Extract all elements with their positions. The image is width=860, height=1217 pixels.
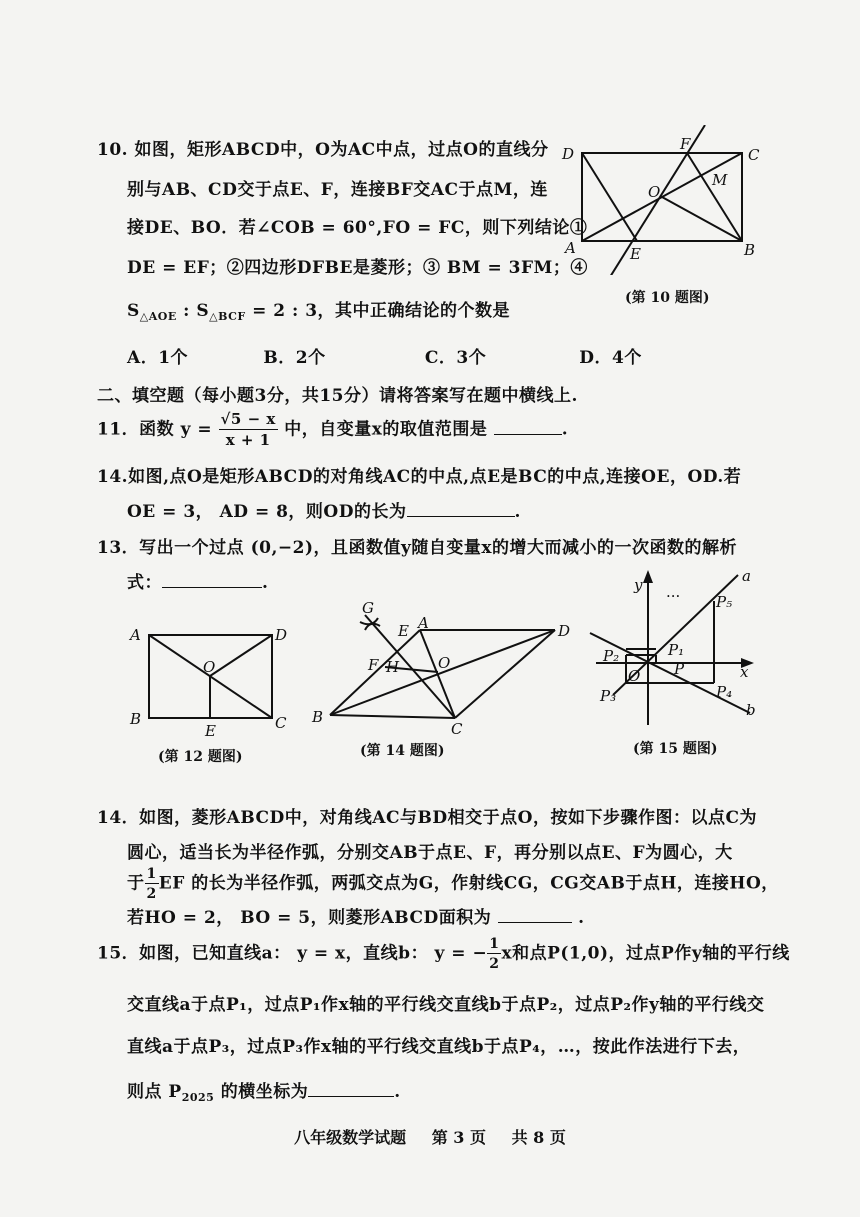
q15-line2: 交直线a于点P₁，过点P₁作x轴的平行线交直线b于点P₂，过点P₂作y轴的平行线交 — [127, 995, 765, 1015]
svg-text:P₅: P₅ — [716, 593, 733, 611]
svg-text:B: B — [130, 710, 142, 728]
svg-text:P₂: P₂ — [603, 647, 620, 665]
svg-text:x: x — [740, 663, 749, 681]
q11-answer-blank[interactable] — [494, 418, 562, 435]
q10-line2: 别与AB、CD交于点E、F，连接BF交AC于点M，连 — [127, 180, 548, 200]
svg-text:P₁: P₁ — [668, 641, 685, 659]
q10-line1: 10. 如图，矩形ABCD中，O为AC中点，过点O的直线分 — [97, 140, 549, 160]
option-d: D．4个 — [579, 348, 642, 368]
q14b-answer-blank[interactable] — [498, 906, 572, 923]
page-footer — [0, 1125, 860, 1148]
svg-text:G: G — [362, 600, 374, 617]
svg-text:P: P — [674, 660, 685, 678]
q13-line2: 式： . — [127, 573, 269, 593]
figure-14 — [310, 600, 580, 740]
q10-options — [127, 343, 709, 368]
q15-line4: 则点 $P_{2025}$ 的横坐标为 . — [127, 1082, 401, 1104]
svg-text:B: B — [312, 708, 324, 726]
q10-line5: $S_{\triangle AOE}$ : $S_{\triangle BCF} = 2$ : 3，其中正确结论的个数是 — [127, 301, 511, 323]
svg-text:A: A — [418, 614, 429, 632]
option-c: C．3个 — [424, 348, 487, 368]
q14b-line3: 于 $\frac{1}{2}$ EF 的长为半径作弧，两弧交点为G，作射线CG，CG交AB于点H，连接HO， — [127, 866, 779, 902]
q14a-answer-blank[interactable] — [407, 500, 515, 517]
svg-text:O: O — [628, 667, 641, 685]
svg-text:D: D — [558, 622, 571, 640]
footer-page: 第 3 页 — [431, 1128, 486, 1147]
svg-text:O: O — [203, 658, 216, 676]
q14b-line2: 圆心，适当长为半径作弧，分别交AB于点E、F，再分别以点E、F为圆心，大 — [127, 843, 733, 863]
svg-text:P₄: P₄ — [716, 683, 733, 701]
svg-text:F: F — [368, 656, 379, 674]
figure-15-caption: (第 15 题图) — [633, 741, 718, 757]
svg-text:D: D — [275, 626, 288, 644]
svg-text:···: ··· — [666, 587, 681, 605]
svg-text:C: C — [275, 714, 287, 732]
figure-12-caption: (第 12 题图) — [158, 749, 243, 765]
footer-title: 八年级数学试题 — [294, 1128, 407, 1147]
svg-text:a: a — [742, 567, 751, 585]
svg-text:C: C — [451, 720, 463, 738]
q11: 11．函数 y = $\frac{√5 - x}{x + 1}$ 中，自变量x的取值范围是 . — [97, 410, 569, 449]
svg-text:M: M — [712, 171, 728, 189]
figure-12 — [125, 620, 295, 745]
q15-answer-blank[interactable] — [308, 1080, 394, 1097]
figure-14-caption: (第 14 题图) — [360, 743, 445, 759]
svg-text:P₃: P₃ — [600, 687, 617, 705]
svg-text:B: B — [744, 241, 756, 259]
q15-line1: 15．如图，已知直线a： y = x，直线b： y = − $\frac{1}{2}$ x和点P(1,0)，过点P作y轴的平行线 — [97, 936, 790, 972]
q14b-line4: 若HO = 2， BO = 5，则菱形ABCD面积为 . — [127, 908, 585, 928]
svg-text:y: y — [634, 576, 643, 594]
svg-text:H: H — [386, 658, 400, 676]
q10-line4: DE = EF；②四边形DFBE是菱形；③ BM = 3FM；④ — [127, 258, 588, 278]
figure-15 — [588, 565, 768, 730]
q14a-line2: OE = 3， AD = 8，则OD的长为 . — [127, 502, 521, 522]
figure-10 — [560, 125, 775, 275]
svg-text:b: b — [746, 701, 756, 719]
svg-text:A: A — [565, 239, 576, 257]
figure-10-caption: (第 10 题图) — [625, 290, 710, 306]
svg-text:F: F — [680, 135, 691, 153]
svg-text:A: A — [130, 626, 141, 644]
option-a: A．1个 — [127, 348, 189, 368]
svg-text:E: E — [398, 622, 409, 640]
svg-text:E: E — [205, 722, 216, 740]
option-b: B．2个 — [263, 348, 326, 368]
q13-line1: 13．写出一个过点 (0,−2)，且函数值y随自变量x的增大而减小的一次函数的解析 — [97, 538, 737, 558]
q13-answer-blank[interactable] — [162, 571, 262, 588]
svg-text:D: D — [562, 145, 575, 163]
svg-text:C: C — [748, 146, 760, 164]
svg-text:O: O — [438, 654, 451, 672]
svg-text:O: O — [648, 183, 661, 201]
q10-line3: 接DE、BO．若∠COB = 60°,FO = FC，则下列结论① — [127, 218, 588, 238]
q14b-line1: 14．如图，菱形ABCD中，对角线AC与BD相交于点O，按如下步骤作图：以点C为 — [97, 808, 757, 828]
q14a-line1: 14.如图,点O是矩形ABCD的对角线AC的中点,点E是BC的中点,连接OE，OD.若 — [97, 467, 742, 487]
q15-line3: 直线a于点P₃，过点P₃作x轴的平行线交直线b于点P₄，…，按此作法进行下去， — [127, 1037, 751, 1057]
section-2-heading: 二、填空题（每小题3分，共15分）请将答案写在题中横线上. — [97, 386, 578, 406]
footer-total: 共 8 页 — [511, 1128, 566, 1147]
svg-text:E: E — [630, 245, 641, 263]
